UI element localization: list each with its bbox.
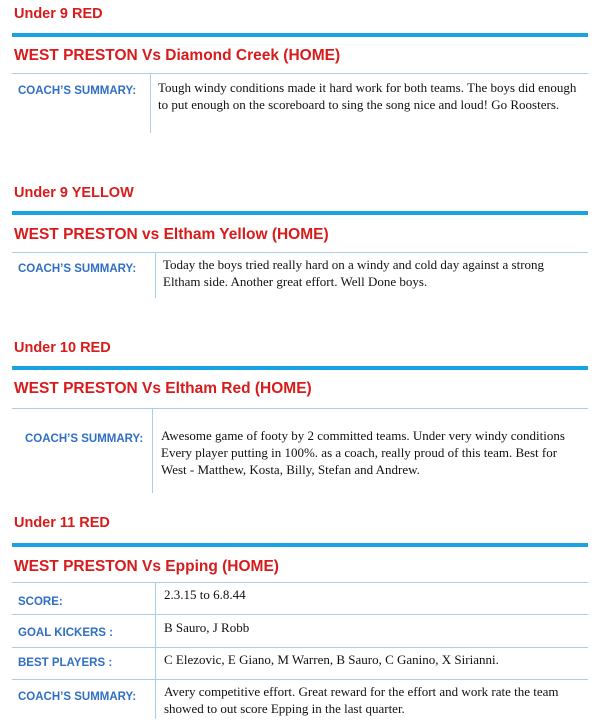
match-title: WEST PRESTON Vs Diamond Creek (HOME) bbox=[14, 47, 341, 64]
score-value: 2.3.15 to 6.8.44 bbox=[164, 587, 246, 602]
best-players-value: C Elezovic, E Giano, M Warren, B Sauro, C Ganino, X Sirianni. bbox=[164, 652, 499, 667]
table-top-rule bbox=[12, 582, 588, 583]
table-column-rule bbox=[150, 73, 151, 133]
coach-summary-text: Today the boys tried really hard on a windy and cold day against a strong Eltham side. Another great effort. Well Done boys. bbox=[163, 257, 545, 289]
row-rule bbox=[12, 679, 588, 680]
section-divider-bar bbox=[12, 33, 588, 37]
table-top-rule bbox=[12, 73, 588, 74]
coach-summary-label: COACH’S SUMMARY: bbox=[18, 263, 137, 275]
section-divider-bar bbox=[12, 543, 588, 547]
match-title: WEST PRESTON Vs Eltham Red (HOME) bbox=[14, 380, 312, 397]
match-title: WEST PRESTON Vs Epping (HOME) bbox=[14, 558, 279, 575]
coach-summary-label: COACH’S SUMMARY: bbox=[18, 85, 137, 97]
team-heading-u9-red: Under 9 RED bbox=[14, 6, 103, 22]
row-rule bbox=[12, 614, 588, 615]
score-label: SCORE: bbox=[18, 596, 63, 608]
section-divider-bar bbox=[12, 211, 588, 215]
table-top-rule bbox=[12, 408, 588, 409]
best-players-label: BEST PLAYERS : bbox=[18, 657, 113, 669]
row-rule bbox=[12, 647, 588, 648]
team-heading-u9-yellow: Under 9 YELLOW bbox=[14, 185, 134, 201]
coach-summary-text: Awesome game of footy by 2 committed teams. Under very windy conditions Every player putting in 100%. as a coach, really proud of this team. Best for West - Matthew, Kosta, Billy, Stefan and Andrew. bbox=[161, 428, 565, 477]
match-title: WEST PRESTON vs Eltham Yellow (HOME) bbox=[14, 226, 329, 243]
coach-summary-text: Avery competitive effort. Great reward for the effort and work rate the team showed to out score Epping in the last quarter. bbox=[164, 684, 559, 716]
table-top-rule bbox=[12, 252, 588, 253]
team-heading-u10-red: Under 10 RED bbox=[14, 340, 111, 356]
coach-summary-text: Tough windy conditions made it hard work for both teams. The boys did enough to put enough on the scoreboard to sing the song nice and loud! Go Roosters. bbox=[158, 80, 577, 112]
table-column-rule bbox=[155, 252, 156, 298]
goal-kickers-label: GOAL KICKERS : bbox=[18, 627, 113, 639]
coach-summary-label: COACH’S SUMMARY: bbox=[25, 433, 144, 445]
goal-kickers-value: B Sauro, J Robb bbox=[164, 620, 250, 635]
team-heading-u11-red: Under 11 RED bbox=[14, 515, 110, 531]
coach-summary-label: COACH’S SUMMARY: bbox=[18, 691, 137, 703]
table-column-rule bbox=[152, 408, 153, 493]
table-column-rule bbox=[155, 582, 156, 719]
section-divider-bar bbox=[12, 366, 588, 370]
